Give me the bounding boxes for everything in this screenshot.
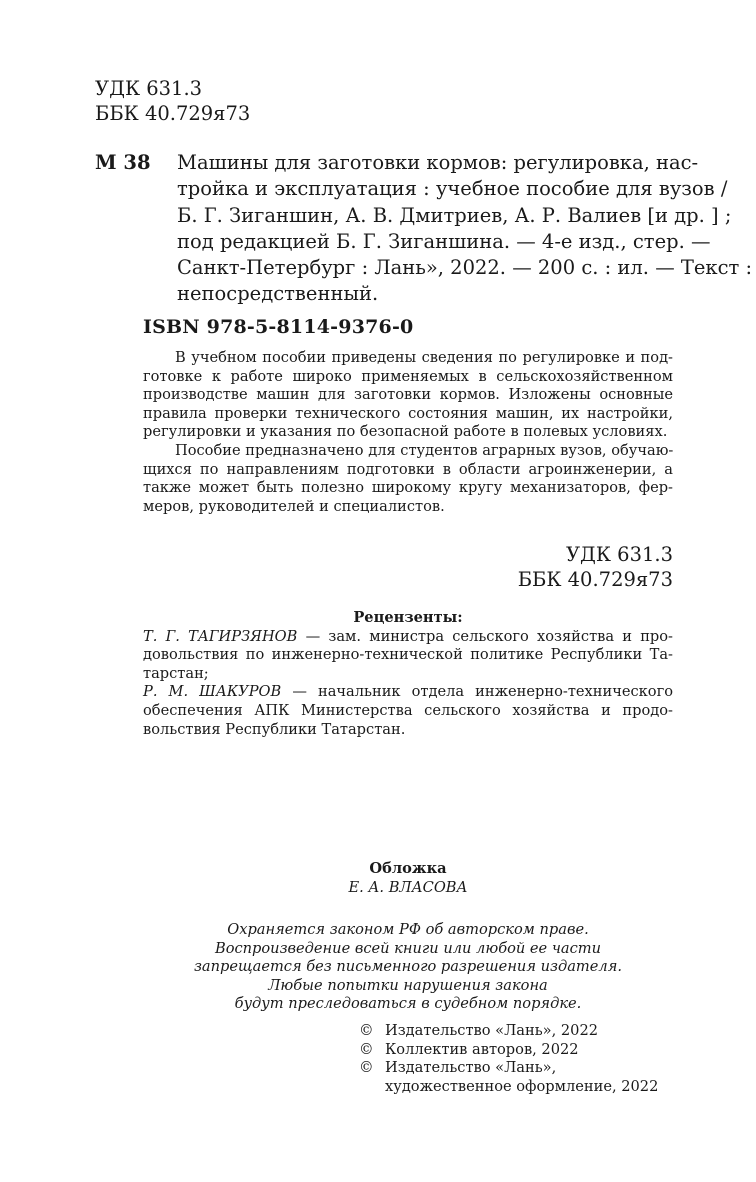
copyright-icon: © bbox=[359, 1022, 374, 1039]
reviewer-role: — начальник отдела инженерно-технического bbox=[281, 683, 674, 701]
copyright-line: будут преследоваться в судебном порядке. bbox=[234, 995, 582, 1013]
copyright-icon: © bbox=[359, 1059, 374, 1077]
holder-text: Издательство «Лань», 2022 bbox=[385, 1022, 599, 1039]
copyright-icon: © bbox=[359, 1040, 374, 1058]
udk-bottom bbox=[518, 542, 673, 592]
bib-line: Санкт-Петербург : Лань», 2022. — 200 с. : ил. — Текст : bbox=[177, 256, 753, 280]
copyright-holder bbox=[359, 1022, 658, 1041]
udk-code: УДК 631.3 bbox=[565, 543, 673, 566]
author-sign: М 38 bbox=[95, 151, 151, 174]
udk-code: УДК 631.3 bbox=[95, 77, 203, 100]
annotation-line: щихся по направлениям подготовки в области агроинженерии, а bbox=[143, 460, 673, 478]
copyright-line: Воспроизведение всей книги или любой ее части bbox=[214, 939, 602, 957]
udk-top bbox=[95, 76, 250, 126]
reviewer-name: Т. Г. ТАГИРЗЯНОВ bbox=[143, 627, 298, 645]
reviewer-line: обеспечения АПК Министерства сельского хозяйства и продо- bbox=[143, 701, 673, 719]
cover-credit bbox=[143, 860, 673, 897]
reviewer-line bbox=[143, 683, 673, 702]
annotation-line: правила проверки технического состояния машин, их настройки, bbox=[143, 404, 673, 422]
copyright-holder bbox=[359, 1041, 658, 1060]
reviewer-role: — зам. министра сельского хозяйства и про- bbox=[297, 627, 673, 645]
bib-line: под редакцией Б. Г. Зиганшина. — 4-е изд., стер. — bbox=[177, 229, 711, 253]
annotation bbox=[143, 349, 673, 516]
bib-line: Б. Г. Зиганшин, А. В. Дмитриев, А. Р. Валиев [и др. ] ; bbox=[177, 203, 732, 227]
bib-line: непосредственный. bbox=[177, 282, 379, 306]
reviewer-line: тарстан; bbox=[143, 664, 209, 682]
copyright-notice bbox=[143, 921, 673, 1014]
annotation-line: также может быть полезно широкому кругу механизаторов, фер- bbox=[143, 479, 673, 497]
cover-label: Обложка bbox=[369, 860, 447, 877]
isbn: ISBN 978-5-8114-9376-0 bbox=[143, 316, 414, 338]
bbk-code: ББК 40.729я73 bbox=[517, 568, 673, 591]
annotation-line: меров, руководителей и специалистов. bbox=[143, 497, 445, 515]
reviewer-line: вольствия Республики Татарстан. bbox=[143, 720, 406, 738]
annotation-line: производстве машин для заготовки кормов. Изложены основные bbox=[143, 386, 673, 404]
bibliographic-description bbox=[177, 150, 753, 308]
reviewers bbox=[143, 609, 673, 739]
annotation-line: Пособие предназначено для студентов аграрных вузов, обучаю- bbox=[175, 441, 674, 459]
copyright-holder bbox=[359, 1059, 658, 1078]
copyright-line: Любые попытки нарушения закона bbox=[268, 976, 548, 994]
holder-continuation: художественное оформление, 2022 bbox=[385, 1077, 659, 1095]
holder-text: Коллектив авторов, 2022 bbox=[385, 1040, 579, 1058]
reviewer-name: Р. М. ШАКУРОВ bbox=[143, 683, 282, 701]
holder-text: Издательство «Лань», bbox=[385, 1059, 557, 1077]
annotation-line: регулировки и указания по безопасной работе в полевых условиях. bbox=[143, 423, 668, 441]
bbk-code: ББК 40.729я73 bbox=[95, 102, 251, 125]
catalog-record bbox=[95, 150, 753, 308]
annotation-line: В учебном пособии приведены сведения по регулировке и под- bbox=[175, 349, 673, 366]
cover-artist: Е. А. ВЛАСОВА bbox=[348, 878, 468, 896]
reviewers-heading: Рецензенты: bbox=[353, 609, 463, 626]
bib-line: тройка и эксплуатация : учебное пособие для вузов / bbox=[177, 177, 728, 201]
annotation-line: готовке к работе широко применяемых в сельскохозяйственном bbox=[143, 367, 673, 385]
copyright-holders bbox=[359, 1022, 658, 1096]
copyright-line: Охраняется законом РФ об авторском праве. bbox=[227, 921, 589, 938]
reviewer-line: довольствия по инженерно-технической политике Республики Та- bbox=[143, 646, 673, 664]
bib-line: Машины для заготовки кормов: регулировка, нас- bbox=[177, 151, 699, 174]
copyright-line: запрещается без письменного разрешения издателя. bbox=[193, 958, 623, 976]
reviewer-line bbox=[143, 628, 673, 647]
